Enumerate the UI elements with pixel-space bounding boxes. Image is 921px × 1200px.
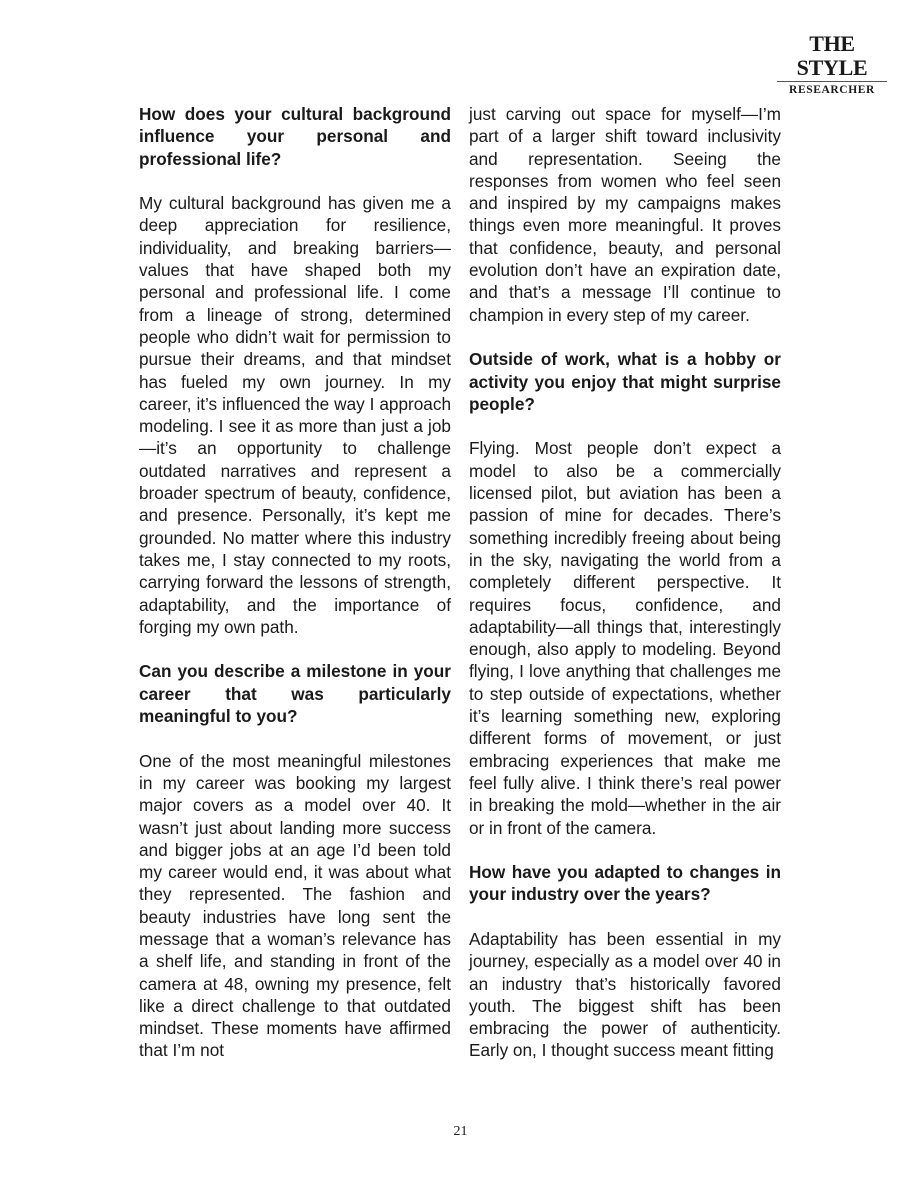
answer-industry-changes: Adaptability has been essential in my journey, especially as a model over 40 in an industry that’s historically favored youth. The biggest shift has been embracing the power of authenticity. Early on, I thought success meant fitting [469,928,781,1061]
answer-hobby: Flying. Most people don’t expect a model to also be a commercially licensed pilot, but aviation has been a passion of mine for decades. There’s something incredibly freeing about being in the sky, navigating the world from a completely different perspective. It requires focus, confidence, and adaptability—all things that, interestingly enough, also apply to modeling. Beyond flying, I love anything that challenges me to step outside of expectations, whether it’s learning something new, exploring different forms of movement, or just embracing experiences that make me feel fully alive. I think there’s real power in breaking the mold—whether in the air or in front of the camera. [469,438,781,838]
masthead-subtitle: RESEARCHER [789,84,875,96]
masthead-rule [777,81,887,82]
question-industry-changes: How have you adapted to changes in your industry over the years? [469,862,781,905]
answer-career-milestone-continued: just carving out space for myself—I’m part of a larger shift toward inclusivity and representation. Seeing the responses from women who feel seen and inspired by my campaigns makes things even more meaningful. It proves that confidence, beauty, and personal evolution don’t have an expiration date, and that’s a message I’ll continue to champion in every step of my career. [469,104,781,325]
question-hobby: Outside of work, what is a hobby or activity you enjoy that might surprise people? [469,349,781,414]
masthead-logo [777,32,887,97]
masthead-title: THE STYLE [796,31,868,80]
answer-career-milestone: One of the most meaningful milestones in my career was booking my largest major covers as a model over 40. It wasn’t just about landing more success and bigger jobs at an age I’d been told my career would end, it was about what they represented. The fashion and beauty industries have long sent the message that a woman’s relevance has a shelf life, and standing in front of the camera at 48, owning my presence, felt like a direct challenge to that outdated mindset. These moments have affirmed that I’m not [139,750,451,1061]
left-column [139,103,451,1062]
page-number: 21 [453,1124,468,1139]
question-career-milestone: Can you describe a milestone in your career that was particularly meaningful to you? [139,661,451,727]
answer-cultural-background: My cultural background has given me a deep appreciation for resilience, individuality, and breaking barriers—values that have shaped both my personal and professional life. I come from a lineage of strong, determined people who didn’t wait for permission to pursue their dreams, and that mindset has fueled my own journey. In my career, it’s influenced the way I approach modeling. I see it as more than just a job—it’s an opportunity to challenge outdated narratives and represent a broader spectrum of beauty, confidence, and presence. Personally, it’s kept me grounded. No matter where this industry takes me, I stay connected to my roots, carrying forward the lessons of strength, adaptability, and the importance of forging my own path. [139,193,451,637]
right-column [469,103,781,1062]
question-cultural-background: How does your cultural background influence your personal and professional life? [139,104,451,169]
